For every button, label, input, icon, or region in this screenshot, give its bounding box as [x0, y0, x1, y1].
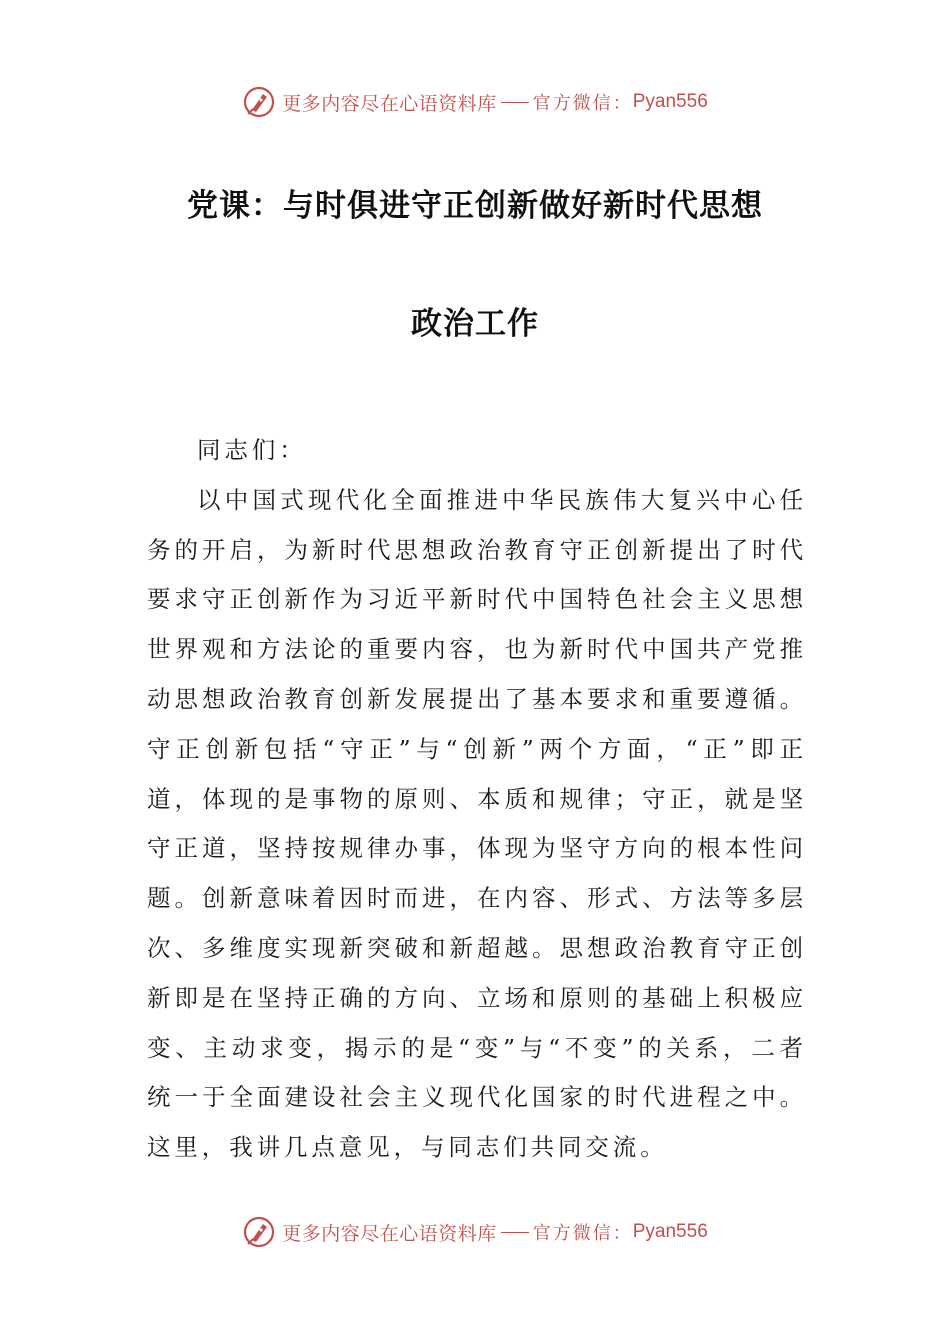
body-paragraph: 以中国式现代化全面推进中华民族伟大复兴中心任务的开启，为新时代思想政治教育守正创新提出了时代要求守正创新作为习近平新时代中国特色社会主义思想世界观和方法论的重要内容，也为新时代中国共产党推动思想政治教育创新发展提出了基本要求和重要遵循。守正创新包括“守正”与“创新”两个方面，“正”即正道，体现的是事物的原则、本质和规律；守正，就是坚守正道，坚持按规律办事，体现为坚守方向的根本性问题。创新意味着因时而进，在内容、形式、方法等多层次、多维度实现新突破和新超越。思想政治教育守正创新即是在坚持正确的方向、立场和原则的基础上积极应变、主动求变，揭示的是“变”与“不变”的关系，二者统一于全面建设社会主义现代化国家的时代进程之中。这里，我讲几点意见，与同志们共同交流。 — [147, 485, 807, 1162]
banner-wechat-label: 官方微信： — [532, 1223, 633, 1244]
banner-brand-text: 更多内容尽在心语资料库 — [282, 1222, 497, 1245]
document-body — [147, 426, 807, 1173]
pen-nib-logo-icon — [242, 85, 276, 119]
pen-nib-logo-icon — [242, 1215, 276, 1249]
banner-divider — [501, 1232, 529, 1233]
document-title-line-2: 政治工作 — [411, 306, 539, 342]
banner-divider — [501, 102, 529, 103]
banner-wechat-id: Pyan556 — [632, 1221, 708, 1242]
document-title-line-1: 党课：与时俱进守正创新做好新时代思想 — [187, 188, 763, 224]
banner-brand-text: 更多内容尽在心语资料库 — [282, 92, 497, 115]
header-banner — [0, 82, 950, 122]
salutation: 同志们： — [197, 436, 307, 464]
banner-wechat-id: Pyan556 — [632, 91, 708, 112]
banner-wechat-label: 官方微信： — [532, 93, 633, 114]
footer-banner — [0, 1212, 950, 1252]
